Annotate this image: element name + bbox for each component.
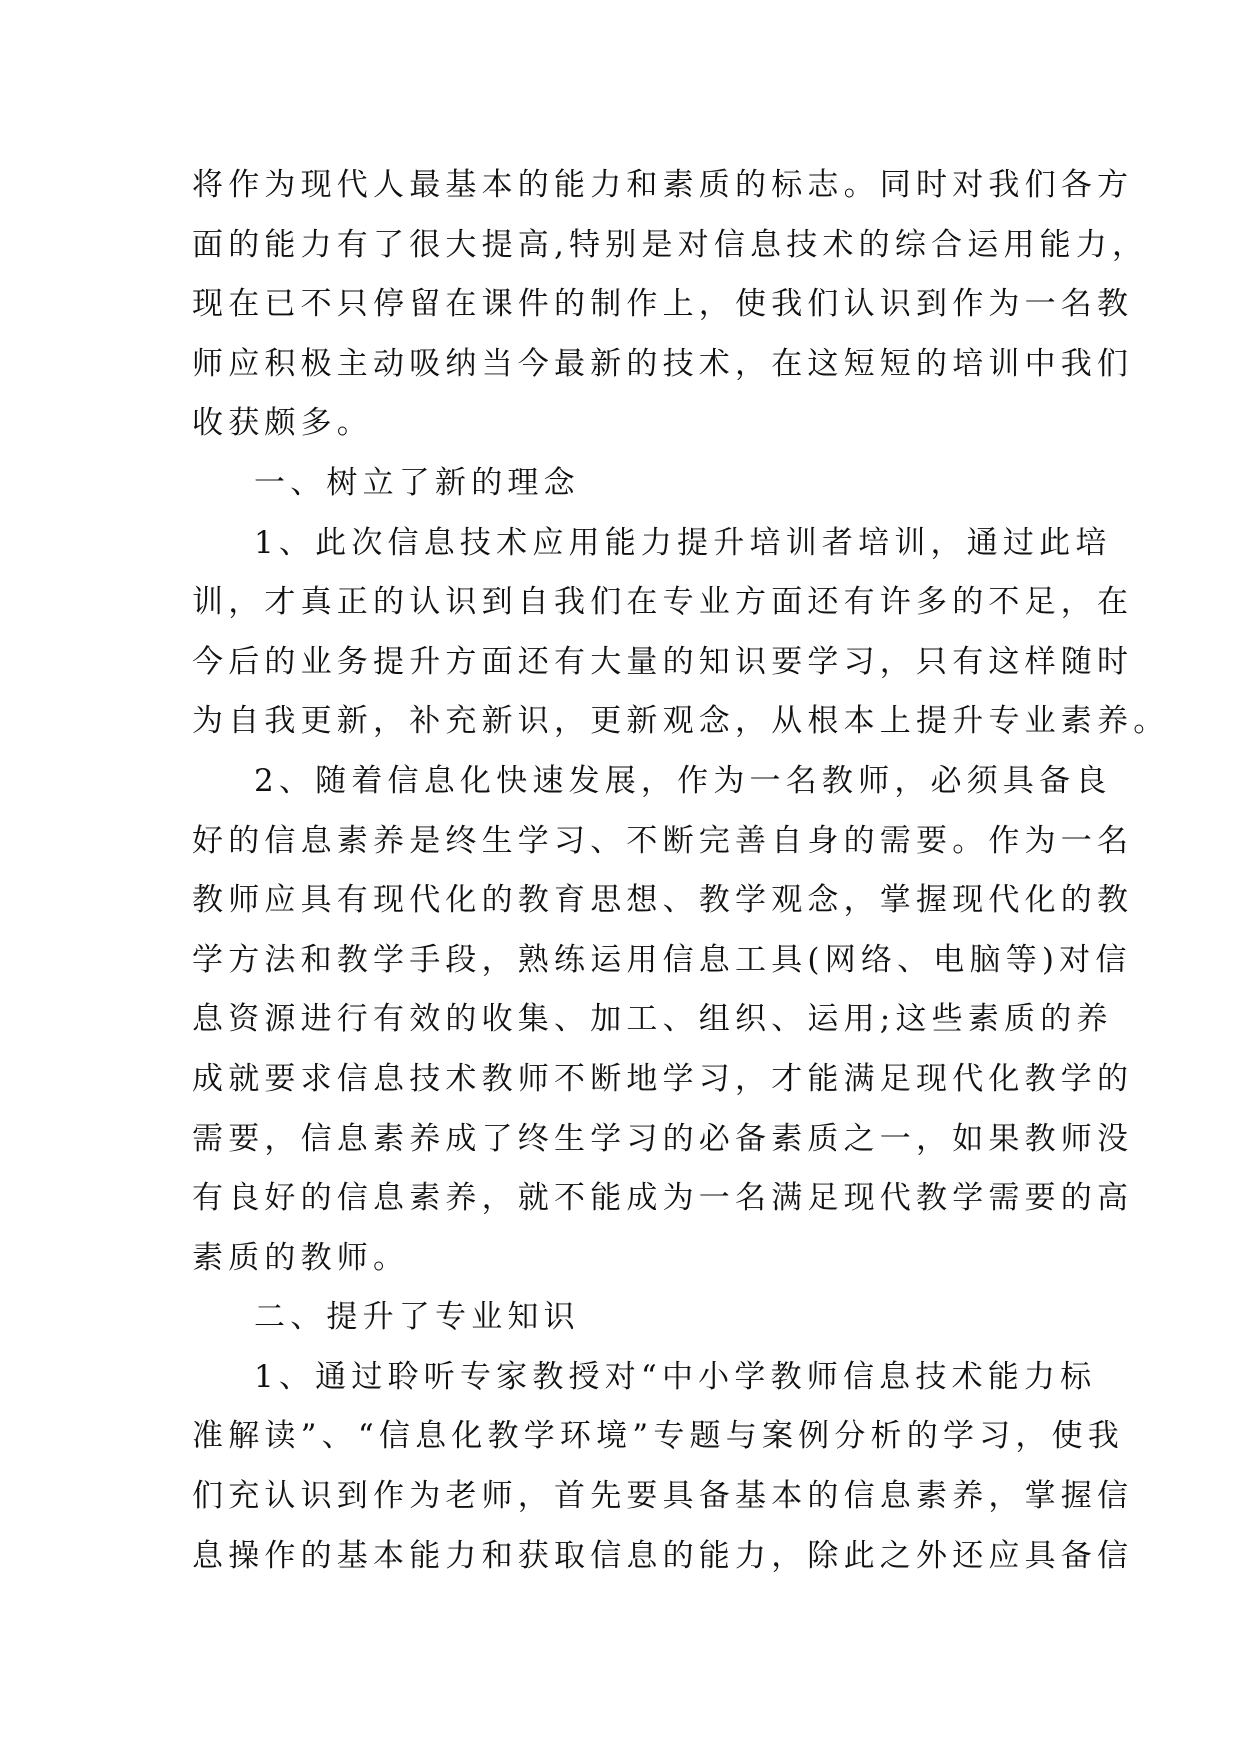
paragraph-line: 学方法和教学手段，熟练运用信息工具(网络、电脑等)对信 [192,941,1132,978]
body-text [192,156,1170,1586]
paragraph-line: 为自我更新，补充新识，更新观念，从根本上提升专业素养。 [192,703,1170,740]
paragraph-line: 收获颇多。 [192,405,373,442]
paragraph-line: 2、随着信息化快速发展，作为一名教师，必须具备良 [254,762,1112,799]
paragraph-line: 面的能力有了很大提高,特别是对信息技术的综合运用能力， [192,226,1149,263]
paragraph-line: 师应积极主动吸纳当今最新的技术，在这短短的培训中我们 [192,345,1134,382]
paragraph-line: 息操作的基本能力和获取信息的能力，除此之外还应具备信 [192,1537,1134,1574]
paragraph-line: 训，才真正的认识到自我们在专业方面还有许多的不足，在 [192,584,1134,621]
paragraph-line: 好的信息素养是终生学习、不断完善自身的需要。作为一名 [192,822,1134,859]
section-heading: 一、树立了新的理念 [254,464,580,501]
paragraph-line: 准解读”、“信息化教学环境”专题与案例分析的学习，使我 [192,1418,1124,1455]
paragraph-line: 将作为现代人最基本的能力和素质的标志。同时对我们各方 [192,167,1134,203]
paragraph-line: 教师应具有现代化的教育思想、教学观念，掌握现代化的教 [192,882,1134,919]
paragraph-line: 需要，信息素养成了终生学习的必备素质之一，如果教师没 [192,1120,1134,1157]
paragraph-line: 今后的业务提升方面还有大量的知识要学习，只有这样随时 [192,643,1134,680]
paragraph-line: 息资源进行有效的收集、加工、组织、运用;这些素质的养 [192,1001,1113,1038]
paragraph-line: 成就要求信息技术教师不断地学习，才能满足现代化教学的 [192,1060,1134,1097]
paragraph-line: 们充认识到作为老师，首先要具备基本的信息素养，掌握信 [192,1478,1134,1515]
paragraph-line: 1、此次信息技术应用能力提升培训者培训，通过此培 [254,524,1112,561]
paragraph-line: 1、通过聆听专家教授对“中小学教师信息技术能力标 [254,1358,1097,1395]
paragraph-line: 现在已不只停留在课件的制作上，使我们认识到作为一名教 [192,286,1134,323]
section-heading: 二、提升了专业知识 [254,1299,580,1336]
paragraph-line: 有良好的信息素养，就不能成为一名满足现代教学需要的高 [192,1180,1134,1217]
paragraph-line: 素质的教师。 [192,1239,410,1276]
